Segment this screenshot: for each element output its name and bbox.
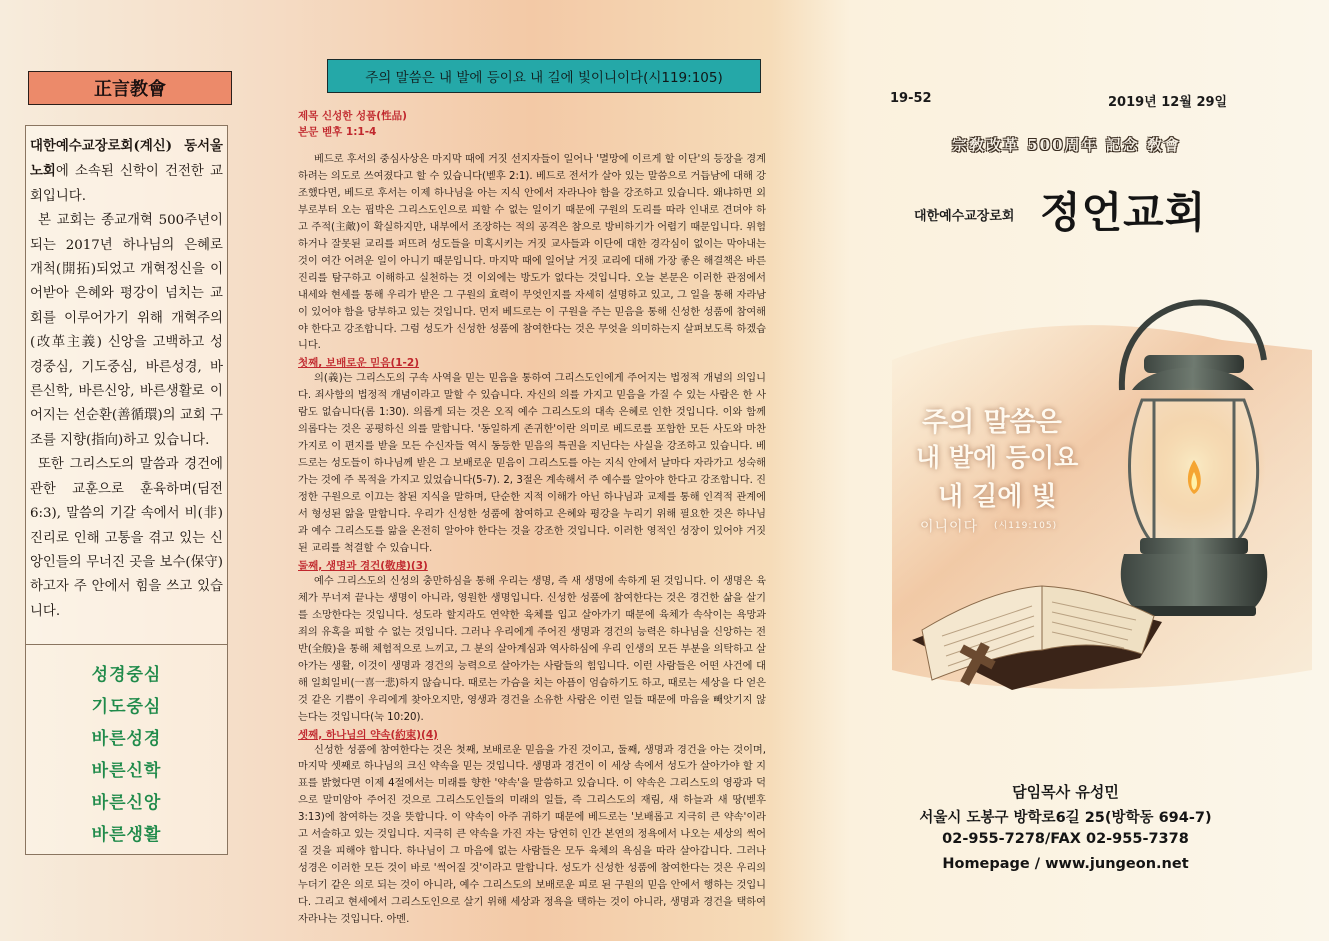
art-verse-line-2: 내 발에 등이요 <box>916 443 1079 472</box>
section-body: 예수 그리스도의 신성의 충만하심을 통해 우리는 생명, 즉 새 생명에 속하게 된 것입니다. 이 생명은 육체가 무너져 끝나는 생명이 아니라, 영원한 생명입니다. 신성한 성품에 참여한다는 것은 경건한 삶을 살기를 소망한다는 것입니다. 성도라 할지라도 연약한 육체를 입고 살아가기 때문에 육체가 속삭이는 욕망과 죄의 유혹을 피할 수 없는 것입니다. 그러나 우리에게 주어진 생명과 경건의 능력은 하나님을 신앙하는 전반(全般)을 통해 체험적으로 느끼고, 그 분의 살아계심과 역사하심에 우리 인생의 모든 부분을 의탁하고 살아가는 생활, 이것이 생명과 경건의 능력으로 살아가는 사람들의 힘입니다. 이런 사람들은 어떤 사건에 대해 일희일비(一喜一悲)하지 않습니다. 때로는 가슴을 치는 아픔이 엄습하기도 하고, 때로는 세상을 다 얻은 것 같은 기쁨이 우리에게 찾아오지만, 영생과 경건을 소유한 사람은 이런 일들 때문에 마음을 빼앗기지 않는다는 것입니다(눅 10:20). <box>298 575 766 723</box>
art-verse-line-4: 이니이다 <box>920 519 979 535</box>
church-address: 서울시 도봉구 방학로6길 25(방학동 694-7) <box>919 810 1212 826</box>
art-verse-line-1: 주의 말씀은 <box>922 407 1062 438</box>
left-panel <box>0 0 262 941</box>
church-introduction <box>25 125 228 645</box>
verse-banner: 주의 말씀은 내 발에 등이요 내 길에 빛이니이다(시119:105) <box>327 59 761 93</box>
sermon-title: 제목 신성한 성품(性品) <box>298 110 407 122</box>
motto-item: 기도중심 <box>91 697 162 717</box>
section-heading: 첫째, 보배로운 믿음(1-2) <box>298 357 420 370</box>
denomination-label: 대한예수교장로회 <box>914 209 1015 224</box>
sermon-body <box>298 108 766 929</box>
motto-item: 바른성경 <box>91 729 162 749</box>
intro-paragraph-2: 본 교회는 종교개혁 500주년이 되는 2017년 하나님의 은혜로 개척(開拓)되었고 개혁정신을 이어받아 은혜와 평강이 넘치는 교회를 이루어가기 위해 개혁주의(改革主義) 신앙을 고백하고 성경중심, 기도중심, 바른성경, 바른신학, 바른신앙, 바른생활로 이어지는 선순환(善循環)의 교회 구조를 지향(指向)하고 있습니다. <box>30 213 223 448</box>
motto-item: 바른신앙 <box>91 793 162 813</box>
section-body: 신성한 성품에 참여한다는 것은 첫째, 보배로운 믿음을 가진 것이고, 둘째, 생명과 경건을 아는 것이며, 마지막 셋째로 하나님의 크신 약속을 믿는 것입니다. 생명과 경건이 이 세상 속에서 성도가 살아가야 할 지표를 밝혔다면 이제 4절에서는 미래를 향한 '약속'을 말씀하고 있습니다. 이 약속은 그리스도의 영광과 덕으로 말미암아 주어진 것으로 그리스도인들의 미래의 일들, 즉 그리스도의 재림, 새 하늘과 새 땅(벧후 3:13)에 참여하는 것을 뜻합니다. 이 약속이 아주 귀하기 때문에 베드로는 '보배롭고 지극히 큰 약속'이라고 서술하고 있는 것입니다. 지극히 큰 약속을 가진 자는 당연히 인간 본연의 정욕에서 나오는 세상의 썩어질 것을 피해야 합니다. 하나님이 그 마음에 없는 사람들은 모두 육체의 욕심을 따라 살아갑니다. 그러나 성경은 이러한 모든 것이 바로 '썩어질 것'이라고 말합니다. 성도가 신성한 성품에 참여한다는 것은 우리의 누더기 같은 의로 되는 것이 아니라, 예수 그리스도의 보배로운 피로 된 구원의 믿음 안에서 행하는 것입니다. 그리고 현세에서 그리스도인으로 살기 위해 세상과 정욕을 택하는 것이 아니라, 생명과 경건을 택하여 자라나는 것입니다. 아멘. <box>298 744 766 926</box>
intro-denomination: 대한예수교장로회(계신) 동서울 노회 <box>30 138 223 180</box>
intro-paragraph-3: 또한 그리스도의 말씀과 경건에 관한 교훈으로 훈육하며(딤전 6:3), 말씀의 기갈 속에서 비(非) 진리로 인해 고통을 겪고 있는 신앙인들의 무너진 곳을 보수(保守)하고자 주 안에서 힘을 쓰고 있습니다. <box>30 457 223 619</box>
lantern-bible-illustration <box>892 250 1312 710</box>
art-verse-line-3: 내 길에 빛 <box>938 482 1057 512</box>
phone-fax: 02-955-7278/FAX 02-955-7378 <box>942 831 1189 847</box>
section-heading: 셋째, 하나님의 약속(約束)(4) <box>298 728 438 741</box>
sermon-panel <box>262 0 802 941</box>
sermon-scripture: 본문 벧후 1:1-4 <box>298 126 377 138</box>
intro-paragraph-1 <box>30 134 223 209</box>
church-name-badge: 正言教會 <box>28 71 232 105</box>
motto-item: 성경중심 <box>91 665 162 685</box>
homepage-link[interactable]: Homepage / www.jungeon.net <box>942 856 1189 872</box>
section-heading: 둘째, 생명과 경건(敬虔)(3) <box>298 559 428 572</box>
art-verse-reference: (시119:105) <box>994 521 1058 531</box>
cover-panel <box>802 0 1329 941</box>
sermon-intro: 베드로 후서의 중심사상은 마지막 때에 거짓 선지자들이 일어나 '멸망에 이르게 할 이단'의 등장을 경계하려는 의도로 쓰여졌다고 할 수 있습니다(벧후 2:1). 베드로 전서가 살아 있는 말씀으로 거듭남에 대해 강조했다면, 베드로 후서는 이제 하나님을 아는 지식 안에서 자라나야 함을 강조하고 있습니다. 왜냐하면 외부로부터 오는 핍박은 그리스도인으로 피할 수 없는 일이기 때문에 구원의 도리를 따라 인내로 견뎌야 하고 주적(主敵)이 확실하지만, 내부에서 조장하는 적의 공격은 참으로 방비하기가 어렵기 때문입니다. 위험하거나 잘못된 교리를 퍼뜨려 성도들을 미혹시키는 거짓 교사들과 이단에 대한 경각심이 없이는 막아내는 것이 여간 어려운 일이 아니기 때문입니다. 마지막 때에 일어날 거짓 교리에 대해 가장 좋은 해결책은 바른 진리를 탐구하고 이해하고 실천하는 것 이외에는 방도가 없다는 것입니다. 오늘 본문은 이러한 관점에서 내세와 현세를 통해 우리가 받은 그 구원의 효력이 무엇인지를 자세히 설명하고 있고, 그 일을 통해 자라남이 있어야 함을 당부하고 있는 것입니다. 먼저 베드로는 이 구원을 주는 믿음을 통해 신성한 성품에 참여해야 한다고 강조합니다. 그럼 성도가 신성한 성품에 참여한다는 것은 무엇을 의미하는지 살펴보도록 하겠습니다. <box>298 154 766 352</box>
church-title: 정언교회 <box>1040 188 1207 237</box>
intro-text-1: 에 소속된 신학이 건전한 교회입니다. <box>30 164 223 204</box>
bulletin-number: 19-52 <box>890 91 932 106</box>
motto-item: 바른생활 <box>91 825 162 845</box>
bulletin-date: 2019년 12월 29일 <box>1108 95 1228 110</box>
anniversary-title: 宗敎改革 500周年 記念 敎會 <box>952 136 1181 154</box>
pastor-name: 담임목사 유성민 <box>1012 783 1119 801</box>
motto-item: 바른신학 <box>91 761 162 781</box>
motto-list <box>25 645 228 855</box>
section-body: 의(義)는 그리스도의 구속 사역을 믿는 믿음을 통하여 그리스도인에게 주어지는 법정적 개념의 의입니다. 죄사함의 법정적 개념이라고 말할 수 있습니다. 자신의 의를 가지고 믿음을 가질 수 있는 사람은 한 사람도 없습니다(롬 1:30). 의롭게 되는 것은 오직 예수 그리스도의 대속 은혜로 인한 것입니다. 이와 함께 의롭다는 것은 공평하신 의를 말합니다. '동일하게 존귀한'이란 의미로 베드로를 포함한 모든 사도와 마찬가지로 이 편지를 받을 모든 수신자들 역시 동등한 믿음의 특권을 지닌다는 사실을 강조하고 있습니다. 베드로는 성도들이 하나님께 받은 그 보배로운 믿음이 그리스도를 아는 지식 안에서 날마다 자라가고 성숙해 가는 것에 주 목적을 가지고 있었습니다(5-7). 2, 3절은 계속해서 주 예수를 알아야 한다고 강조합니다. 진정한 구원으로 이끄는 참된 지식을 말하며, 단순한 지적 이해가 아닌 하나님과 교제를 통해 인격적 관계에서 형성된 앎을 말합니다. 우리가 신성한 성품에 참여하고 은혜와 평강을 누리기 위해 필요한 것은 하나님과 예수 그리스도를 앎을 온전히 알아야 한다는 것을 강조한 것입니다. 이러한 영적인 성장이 있어야 거짓된 교리를 척결할 수 있습니다. <box>298 373 766 554</box>
